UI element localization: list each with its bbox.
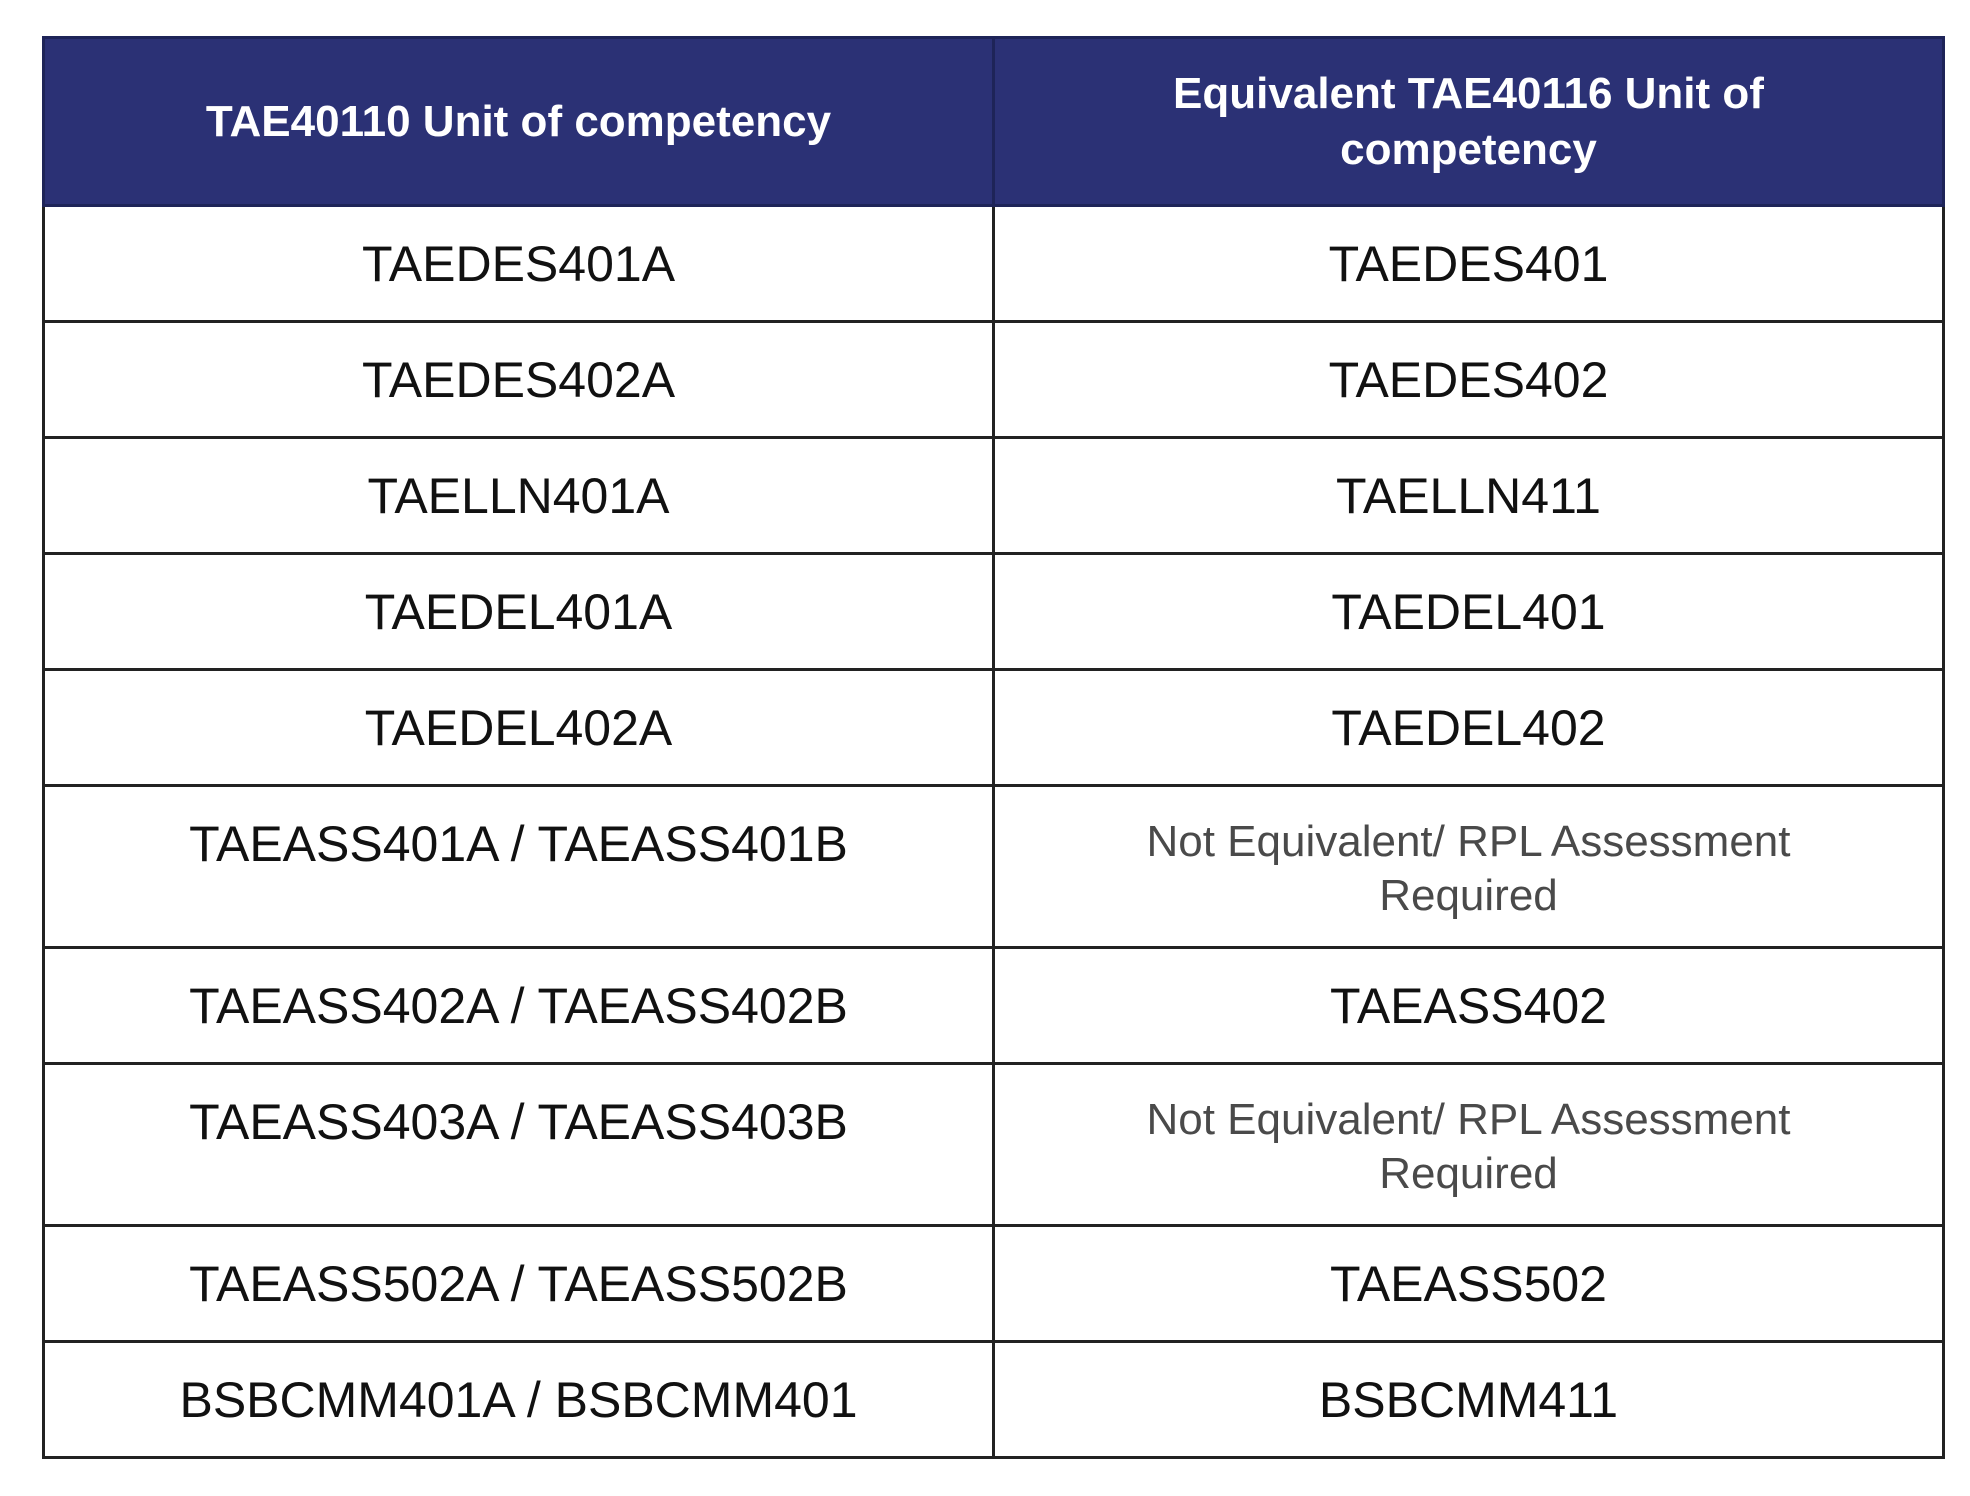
- table-header: [44, 38, 1944, 206]
- header-old-unit-label: TAE40110 Unit of competency: [205, 96, 832, 146]
- old-unit-cell: TAELLN401A: [44, 438, 994, 554]
- table-row: [44, 948, 1944, 1064]
- old-unit-cell: TAEASS403A / TAEASS403B: [44, 1064, 994, 1226]
- table-row: [44, 1342, 1944, 1458]
- old-unit-cell: BSBCMM401A / BSBCMM401: [44, 1342, 994, 1458]
- header-equivalent-unit: [994, 38, 1944, 206]
- header-row: [44, 38, 1944, 206]
- old-unit-cell: TAEDES402A: [44, 322, 994, 438]
- new-unit-cell: TAEASS402: [994, 948, 1944, 1064]
- table-row: [44, 1064, 1944, 1226]
- new-unit-cell: TAEASS502: [994, 1226, 1944, 1342]
- old-unit-cell: TAEDEL401A: [44, 554, 994, 670]
- not-equivalent-note: Not Equivalent/ RPL Assessment Required: [1146, 817, 1791, 920]
- old-unit-cell: TAEDEL402A: [44, 670, 994, 786]
- new-unit-cell: TAEDEL402: [994, 670, 1944, 786]
- not-equivalent-note-cell: [994, 786, 1944, 948]
- unit-equivalence-table: [42, 36, 1945, 1459]
- new-unit-cell: TAEDEL401: [994, 554, 1944, 670]
- new-unit-cell: TAELLN411: [994, 438, 1944, 554]
- old-unit-cell: TAEASS502A / TAEASS502B: [44, 1226, 994, 1342]
- table-body: [44, 206, 1944, 1458]
- old-unit-cell: TAEDES401A: [44, 206, 994, 322]
- table-row: [44, 786, 1944, 948]
- header-old-unit: [44, 38, 994, 206]
- not-equivalent-note-cell: [994, 1064, 1944, 1226]
- new-unit-cell: TAEDES402: [994, 322, 1944, 438]
- table-row: [44, 670, 1944, 786]
- old-unit-cell: TAEASS402A / TAEASS402B: [44, 948, 994, 1064]
- table-row: [44, 1226, 1944, 1342]
- new-unit-cell: BSBCMM411: [994, 1342, 1944, 1458]
- table-row: [44, 438, 1944, 554]
- table-row: [44, 206, 1944, 322]
- not-equivalent-note: Not Equivalent/ RPL Assessment Required: [1146, 1095, 1791, 1198]
- header-equivalent-unit-label: Equivalent TAE40116 Unit of competency: [1173, 68, 1764, 174]
- new-unit-cell: TAEDES401: [994, 206, 1944, 322]
- table-row: [44, 554, 1944, 670]
- table-row: [44, 322, 1944, 438]
- old-unit-cell: TAEASS401A / TAEASS401B: [44, 786, 994, 948]
- equivalence-table-container: [42, 36, 1942, 1459]
